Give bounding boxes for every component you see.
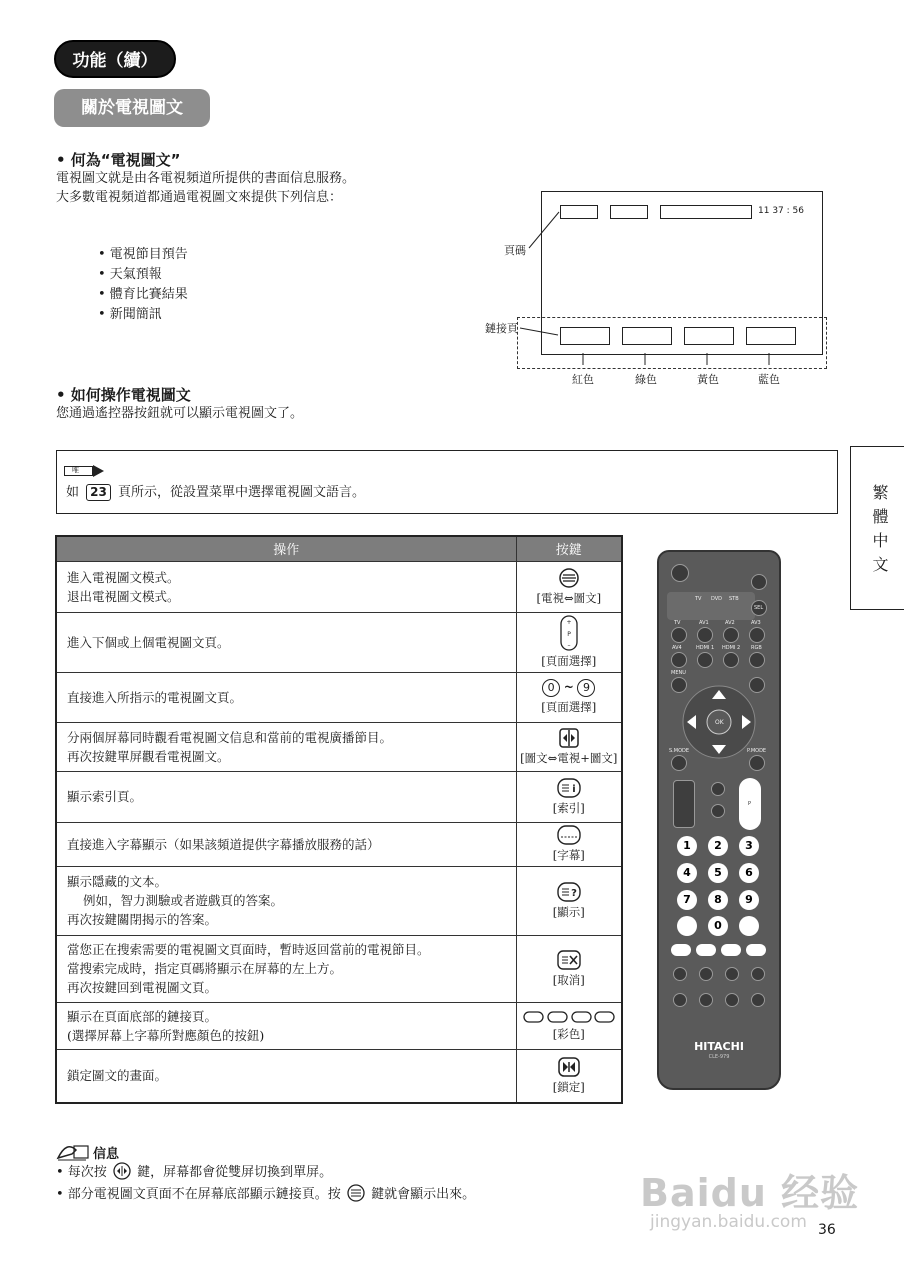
table-row bbox=[56, 935, 622, 1002]
note-suffix: 頁所示，從設置菜單中選擇電視圖文語言。 bbox=[118, 485, 366, 500]
operations-table bbox=[55, 535, 623, 1104]
note-prefix: 如 bbox=[66, 485, 80, 500]
key-caption: [圖文⇔電視+圖文] bbox=[520, 750, 618, 765]
remote-label: AV4 bbox=[672, 645, 682, 651]
av4-button bbox=[671, 652, 687, 668]
table-row bbox=[56, 722, 622, 771]
key-cell bbox=[516, 561, 622, 612]
key-cell bbox=[516, 672, 622, 722]
digit-key: 8 bbox=[708, 890, 728, 910]
teletext-button bbox=[751, 574, 767, 590]
key-caption: [電視⇔圖文] bbox=[536, 590, 602, 605]
key-cell bbox=[516, 1002, 622, 1049]
color-label-green: 綠色 bbox=[635, 373, 657, 386]
reveal-icon bbox=[557, 882, 581, 902]
table-row bbox=[56, 672, 622, 722]
operation-line: 直接進入字幕顯示（如果該頻道提供字幕播放服務的話） bbox=[67, 836, 380, 852]
link-page-label: 鏈接頁 bbox=[485, 322, 518, 335]
split-screen-icon bbox=[559, 728, 579, 748]
diagram-leader-lines bbox=[480, 190, 900, 390]
info-line bbox=[56, 1184, 475, 1204]
digit-key: 9 bbox=[739, 890, 759, 910]
operation-line: 顯示索引頁。 bbox=[67, 789, 143, 804]
yellow-color-key bbox=[721, 944, 741, 956]
teletext-function-key bbox=[725, 993, 739, 1007]
remote-label: SEL bbox=[754, 605, 764, 611]
info-text: 鍵就會顯示出來。 bbox=[371, 1187, 476, 1202]
operation-cell bbox=[56, 722, 516, 771]
color-label-blue: 藍色 bbox=[758, 373, 780, 386]
teletext-function-key bbox=[699, 967, 713, 981]
remote-brand: HITACHI bbox=[694, 1040, 744, 1053]
blue-color-key bbox=[746, 944, 766, 956]
page-select-icon bbox=[558, 615, 580, 651]
clock-readout: 11 37 : 56 bbox=[758, 206, 804, 216]
hdmi1-button bbox=[697, 652, 713, 668]
operation-line: 再次按鍵單屏觀看電視圖文。 bbox=[67, 748, 230, 764]
teletext-function-key bbox=[699, 993, 713, 1007]
remote-label: HDMI 1 bbox=[696, 645, 715, 651]
info-bullet-list bbox=[98, 245, 188, 325]
remote-control-illustration bbox=[657, 550, 781, 1090]
remote-label: AV2 bbox=[725, 620, 735, 626]
key-cell bbox=[516, 822, 622, 866]
red-color-key bbox=[671, 944, 691, 956]
key-cell bbox=[516, 1049, 622, 1103]
operation-line: 例如，智力測驗或者遊戲頁的答案。 bbox=[83, 893, 284, 908]
svg-text:i: i bbox=[572, 783, 576, 795]
key-0-icon: 0 bbox=[542, 679, 560, 697]
operation-line: 直接進入所指示的電視圖文頁。 bbox=[67, 689, 243, 705]
how-to-text: 您通過遙控器按鈕就可以顯示電視圖文了。 bbox=[56, 406, 304, 421]
key-caption: [鎖定] bbox=[552, 1079, 585, 1094]
teletext-function-key bbox=[725, 967, 739, 981]
operation-cell bbox=[56, 612, 516, 672]
green-color-key bbox=[696, 944, 716, 956]
hold-icon bbox=[558, 1057, 580, 1077]
table-row bbox=[56, 866, 622, 935]
page-number: 36 bbox=[818, 1222, 836, 1238]
table-row bbox=[56, 771, 622, 822]
subsection-label: 關於電視圖文 bbox=[54, 89, 210, 127]
operation-cell bbox=[56, 561, 516, 612]
digit-key: 3 bbox=[739, 836, 759, 856]
how-to-heading: • 如何操作電視圖文 bbox=[56, 386, 191, 404]
key-9-icon: 9 bbox=[577, 679, 595, 697]
remote-label: DVD bbox=[711, 596, 723, 602]
info-button bbox=[711, 782, 725, 796]
teletext-icon bbox=[558, 568, 580, 588]
digit-key: 7 bbox=[677, 890, 697, 910]
digit-key: 6 bbox=[739, 863, 759, 883]
digit-key: 1 bbox=[677, 836, 697, 856]
svg-text:+: + bbox=[566, 619, 572, 626]
operation-cell bbox=[56, 672, 516, 722]
remote-model: CLE-979 bbox=[708, 1054, 730, 1060]
remote-label: P bbox=[748, 801, 752, 807]
digit-key: 0 bbox=[708, 916, 728, 936]
av1-button bbox=[697, 627, 713, 643]
info-text: • 部分電視圖文頁面不在屏幕底部顯示鏈接頁。按 bbox=[56, 1187, 341, 1202]
index-icon bbox=[557, 778, 581, 798]
what-is-line: 大多數電視頻道都通過電視圖文來提供下列信息： bbox=[56, 190, 343, 205]
split-screen-key-icon bbox=[113, 1162, 131, 1180]
svg-text:P: P bbox=[566, 631, 571, 638]
operation-cell bbox=[56, 866, 516, 935]
color-label-red: 紅色 bbox=[572, 373, 594, 386]
operation-line: 鎖定圖文的畫面。 bbox=[67, 1068, 168, 1084]
operation-line: 再次按鍵回到電視圖文頁。 bbox=[67, 980, 218, 995]
key-caption: [顯示] bbox=[552, 904, 585, 919]
key-cell bbox=[516, 722, 622, 771]
list-item: • 體育比賽結果 bbox=[98, 287, 188, 302]
teletext-key-icon bbox=[347, 1184, 365, 1202]
number-keys-icon bbox=[517, 679, 621, 697]
side-tab-char: 繁 bbox=[872, 483, 889, 502]
key-cell bbox=[516, 935, 622, 1002]
remote-label: P.MODE bbox=[747, 748, 767, 754]
key-cell bbox=[516, 866, 622, 935]
what-is-line: 電視圖文就是由各電視頻道所提供的書面信息服務。 bbox=[56, 171, 356, 186]
key-column-header: 按鍵 bbox=[516, 536, 622, 561]
av2-button bbox=[723, 627, 739, 643]
teletext-function-key bbox=[751, 993, 765, 1007]
teletext-function-key bbox=[751, 967, 765, 981]
teletext-function-key bbox=[673, 967, 687, 981]
note-tag: 唯 bbox=[72, 466, 79, 474]
key-caption: [字幕] bbox=[552, 848, 585, 862]
operation-line: 當搜索完成時，指定頁碼將顯示在屏幕的左上方。 bbox=[67, 961, 343, 976]
remote-label: MENU bbox=[671, 670, 686, 676]
cancel-icon bbox=[557, 950, 581, 970]
list-item: • 新聞簡訊 bbox=[98, 307, 162, 322]
key-cell bbox=[516, 612, 622, 672]
what-is-heading: • 何為“電視圖文” bbox=[56, 151, 181, 169]
page-ref-badge: 23 bbox=[86, 484, 111, 501]
remote-label: TV bbox=[695, 596, 702, 602]
digit-key: 5 bbox=[708, 863, 728, 883]
list-item: • 電視節目預告 bbox=[98, 247, 188, 262]
operation-line: 當您正在搜索需要的電視圖文頁面時，暫時返回當前的電視節目。 bbox=[67, 942, 430, 957]
hold-key bbox=[677, 916, 697, 936]
remote-label: TV bbox=[674, 620, 681, 626]
hdmi2-button bbox=[723, 652, 739, 668]
what-is-text bbox=[56, 169, 355, 207]
svg-text:–: – bbox=[567, 642, 571, 649]
operation-column-header: 操作 bbox=[56, 536, 516, 561]
side-tab-char: 文 bbox=[872, 555, 889, 574]
sound-mode-button bbox=[671, 755, 687, 771]
svg-text:?: ? bbox=[570, 887, 577, 899]
operation-line: 退出電視圖文模式。 bbox=[67, 588, 180, 604]
side-tab-char: 中 bbox=[872, 531, 889, 550]
key-caption: [頁面選擇] bbox=[541, 700, 597, 714]
memo-pen-icon bbox=[56, 1140, 92, 1162]
operation-line: 再次按鍵關閉揭示的答案。 bbox=[67, 912, 218, 927]
range-separator: ~ bbox=[563, 680, 574, 694]
table-row bbox=[56, 612, 622, 672]
table-header-row bbox=[56, 536, 622, 561]
digit-key: 2 bbox=[708, 836, 728, 856]
page-code-label: 頁碼 bbox=[504, 244, 526, 257]
table-row bbox=[56, 822, 622, 866]
info-title: 信息 bbox=[93, 1147, 120, 1162]
remote-label: S.MODE bbox=[669, 748, 690, 754]
operation-line: 進入下個或上個電視圖文頁。 bbox=[67, 634, 230, 650]
key-caption: [索引] bbox=[552, 800, 585, 815]
info-text: 鍵，屏幕都會從雙屏切換到單屏。 bbox=[137, 1165, 333, 1180]
note-arrow-icon bbox=[64, 464, 108, 478]
key-caption: [頁面選擇] bbox=[541, 654, 597, 668]
table-row bbox=[56, 1049, 622, 1103]
operation-line: 顯示在頁面底部的鏈接頁。 bbox=[67, 1008, 218, 1024]
operation-cell bbox=[56, 1049, 516, 1103]
tv-button bbox=[671, 627, 687, 643]
operation-cell bbox=[56, 1002, 516, 1049]
info-text: • 每次按 bbox=[56, 1165, 107, 1180]
note-text bbox=[66, 483, 365, 502]
remote-label: STB bbox=[729, 596, 739, 602]
av3-button bbox=[749, 627, 765, 643]
info-line bbox=[56, 1162, 332, 1182]
operation-line: 顯示隱藏的文本。 bbox=[67, 874, 168, 889]
operation-line: 進入電視圖文模式。 bbox=[67, 569, 180, 585]
subtitle-icon bbox=[557, 825, 581, 845]
mute-icon bbox=[711, 804, 725, 818]
side-tab-char: 體 bbox=[872, 507, 889, 526]
color-keys-icon bbox=[523, 1010, 615, 1024]
table-row bbox=[56, 1002, 622, 1049]
table-row bbox=[56, 561, 622, 612]
volume-rocker bbox=[673, 780, 695, 828]
operation-line: (選擇屏幕上字幕所對應顏色的按鈕) bbox=[67, 1027, 265, 1043]
power-icon bbox=[671, 564, 689, 582]
picture-mode-button bbox=[749, 755, 765, 771]
note-box bbox=[56, 450, 838, 514]
digit-key: 4 bbox=[677, 863, 697, 883]
watermark-url: jingyan.baidu.com bbox=[650, 1212, 807, 1232]
remote-label: AV3 bbox=[751, 620, 761, 626]
section-label: 功能（續） bbox=[54, 40, 176, 78]
key-caption: [取消] bbox=[552, 972, 585, 987]
key-cell bbox=[516, 771, 622, 822]
key-caption: [彩色] bbox=[552, 1026, 585, 1041]
teletext-function-key bbox=[673, 993, 687, 1007]
rgb-button bbox=[749, 652, 765, 668]
operation-cell bbox=[56, 935, 516, 1002]
remote-label: RGB bbox=[751, 645, 762, 651]
operation-cell bbox=[56, 771, 516, 822]
remote-label: HDMI 2 bbox=[722, 645, 741, 651]
operation-cell bbox=[56, 822, 516, 866]
split-key bbox=[739, 916, 759, 936]
operation-line: 分兩個屏幕同時觀看電視圖文信息和當前的電視廣播節目。 bbox=[67, 729, 393, 745]
remote-label: OK bbox=[715, 719, 724, 726]
color-label-yellow: 黃色 bbox=[697, 373, 719, 386]
list-item: • 天氣預報 bbox=[98, 267, 162, 282]
remote-label: AV1 bbox=[699, 620, 709, 626]
watermark-brand: Baidu 经验 bbox=[640, 1171, 860, 1215]
language-side-tab bbox=[850, 446, 904, 610]
